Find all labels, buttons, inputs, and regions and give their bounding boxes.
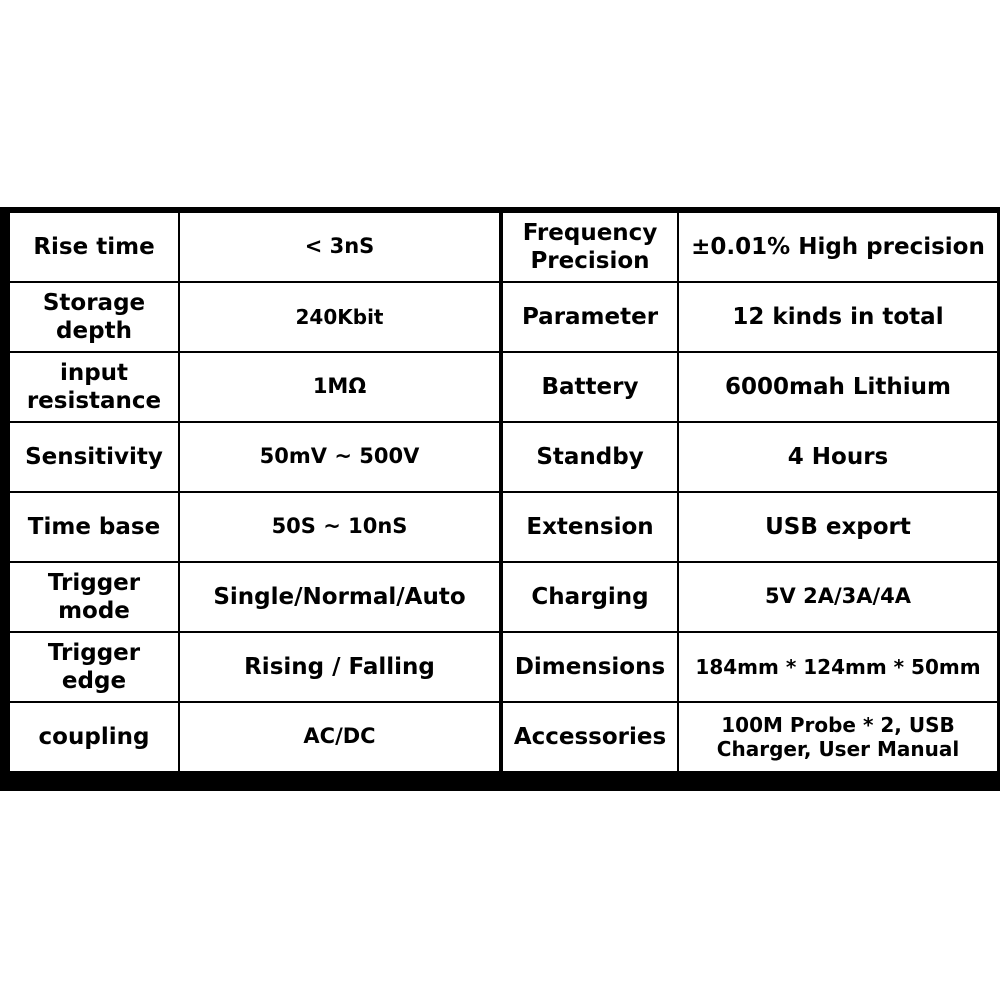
- spec-value: 50S ~ 10nS: [179, 492, 501, 562]
- table-row: [9, 352, 998, 422]
- table-row: [9, 632, 998, 702]
- table-row: [9, 282, 998, 352]
- spec-label: Battery: [501, 352, 678, 422]
- spec-label: Storage depth: [9, 282, 179, 352]
- spec-label: Charging: [501, 562, 678, 632]
- spec-value: < 3nS: [179, 212, 501, 282]
- spec-label: coupling: [9, 702, 179, 772]
- table-row: [9, 492, 998, 562]
- spec-value: 1MΩ: [179, 352, 501, 422]
- spec-value: 6000mah Lithium: [678, 352, 998, 422]
- spec-value: AC/DC: [179, 702, 501, 772]
- spec-value: 4 Hours: [678, 422, 998, 492]
- spec-value: Single/Normal/Auto: [179, 562, 501, 632]
- spec-table-frame: [0, 207, 1000, 791]
- spec-label: Frequency Precision: [501, 212, 678, 282]
- spec-label: Dimensions: [501, 632, 678, 702]
- spec-value: 50mV ~ 500V: [179, 422, 501, 492]
- spec-value: ±0.01% High precision: [678, 212, 998, 282]
- spec-label: Rise time: [9, 212, 179, 282]
- spec-label: Time base: [9, 492, 179, 562]
- spec-label: input resistance: [9, 352, 179, 422]
- spec-value: 5V 2A/3A/4A: [678, 562, 998, 632]
- spec-value: 12 kinds in total: [678, 282, 998, 352]
- spec-value: 240Kbit: [179, 282, 501, 352]
- spec-label: Standby: [501, 422, 678, 492]
- spec-value: 184mm * 124mm * 50mm: [678, 632, 998, 702]
- table-row: [9, 702, 998, 772]
- spec-label: Parameter: [501, 282, 678, 352]
- spec-label: Trigger mode: [9, 562, 179, 632]
- spec-value: USB export: [678, 492, 998, 562]
- spec-label: Sensitivity: [9, 422, 179, 492]
- spec-label: Accessories: [501, 702, 678, 772]
- table-row: [9, 212, 998, 282]
- table-row: [9, 422, 998, 492]
- spec-label: Trigger edge: [9, 632, 179, 702]
- spec-value: 100M Probe * 2, USB Charger, User Manual: [678, 702, 998, 772]
- table-row: [9, 562, 998, 632]
- spec-value: Rising / Falling: [179, 632, 501, 702]
- spec-table: [8, 211, 999, 773]
- spec-label: Extension: [501, 492, 678, 562]
